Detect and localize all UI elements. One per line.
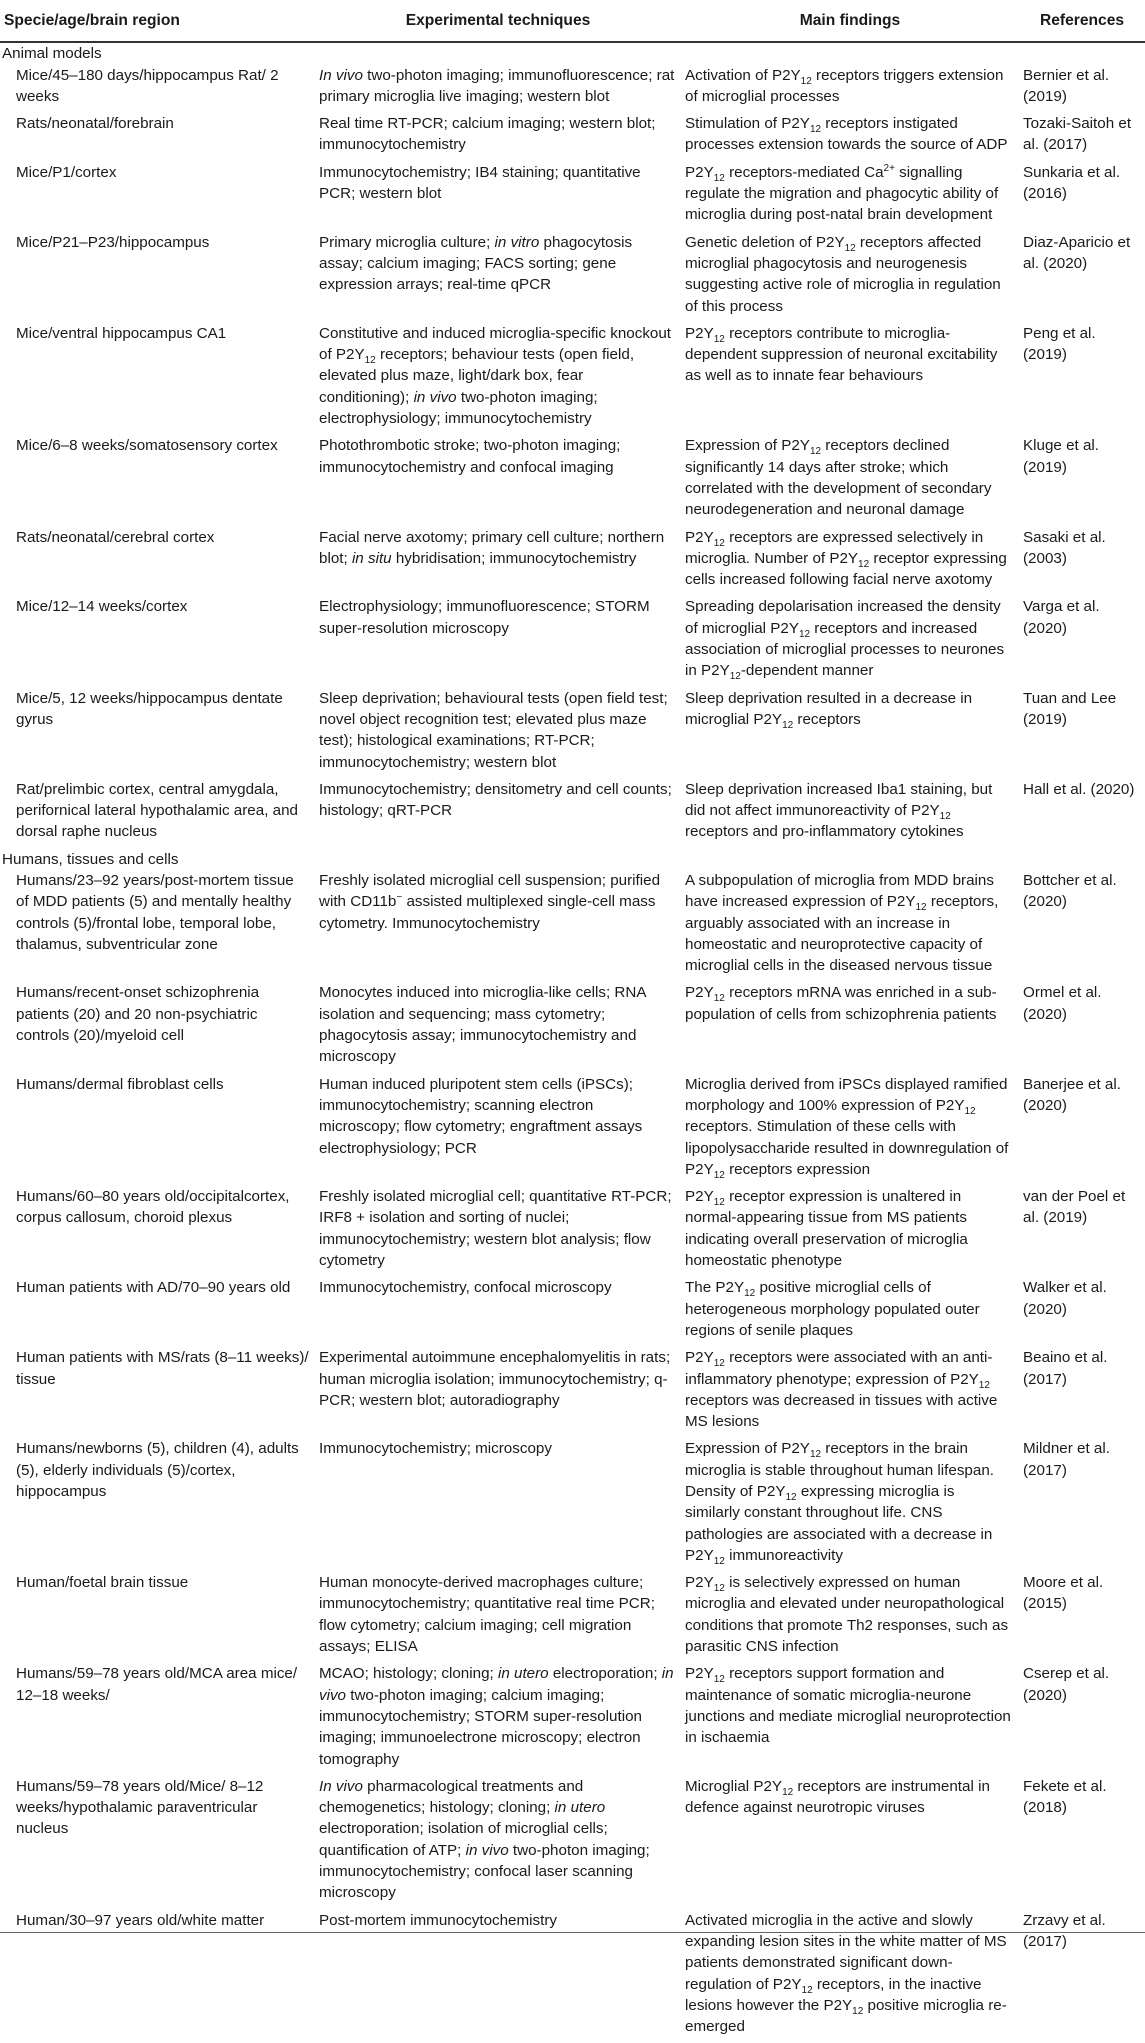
table-row: [0, 232, 1145, 323]
findings-cell: Genetic deletion of $P2Y_{12}$ receptors affected microglial phagocytosis and neurogenesis suggesting active role of microglia in regulation of this process: [685, 233, 1001, 315]
reference-cell: Bottcher et al. (2020): [1023, 871, 1117, 911]
findings-cell: Stimulation of $P2Y_{12}$ receptors instigated processes extension towards the source of ADP: [685, 115, 1008, 154]
table-row: [0, 982, 1145, 1073]
reference-cell: Sunkaria et al. (2016): [1023, 163, 1121, 203]
techniques-cell: Immunocytochemistry; IB4 staining; quantitative PCR; western blot: [319, 163, 641, 203]
table-row: [0, 1776, 1145, 1910]
techniques-cell: Experimental autoimmune encephalomyelitis in rats; human microglia isolation; immunocytochemistry; q-PCR; western blot; autoradiography: [319, 1349, 671, 1409]
findings-cell: Expression of $P2Y_{12}$ receptors in the brain microglia is stable throughout human lifespan. Density of $P2Y_{12}$ expressing microglia is similarly constant throughout life. CNS pathologies are associated with a decrease in $P2Y_{12}$ immunoreactivity: [685, 1440, 994, 1567]
findings-cell: Sleep deprivation resulted in a decrease in microglial $P2Y_{12}$ receptors: [685, 689, 973, 731]
techniques-cell: Immunocytochemistry; microscopy: [319, 1440, 552, 1458]
table-row: [0, 596, 1145, 687]
species-cell: Humans/59–78 years old/Mice/ 8–12 weeks/hypothalamic paraventricular nucleus: [16, 1777, 264, 1838]
table-row: [0, 1663, 1145, 1775]
table-row: [0, 1572, 1145, 1663]
species-cell: Mice/45–180 days/hippocampus Rat/ 2 weeks: [16, 66, 279, 105]
species-cell: Humans/dermal fibroblast cells: [16, 1075, 224, 1093]
reference-cell: Varga et al. (2020): [1023, 598, 1100, 637]
reference-cell: Zrzavy et al. (2017): [1023, 1911, 1106, 1950]
findings-cell: $P2Y_{12}$ receptor expression is unaltered in normal-appearing tissue from MS patients indicating overall preservation of microglia homeostatic phenotype: [685, 1188, 968, 1270]
header-species: Specie/age/brain region: [0, 2, 315, 42]
table-bottom-rule: [0, 1932, 1145, 1933]
table-row: [0, 162, 1145, 232]
species-cell: Rats/neonatal/forebrain: [16, 115, 174, 133]
findings-cell: Expression of $P2Y_{12}$ receptors declined significantly 14 days after stroke; which correlated with the development of secondary neurodegeneration and neuronal damage: [685, 437, 992, 519]
reference-cell: Banerjee et al. (2020): [1023, 1075, 1121, 1114]
findings-table: [0, 2, 1145, 2043]
species-cell: Human patients with AD/70–90 years old: [16, 1279, 291, 1297]
techniques-cell: Monocytes induced into microglia-like cells; RNA isolation and sequencing; mass cytometry; phagocytosis assay; immunocytochemistry and microscopy: [319, 984, 646, 1066]
findings-cell: $P2Y_{12}$ receptors-mediated $Ca^{2+}$ signalling regulate the migration and phagocytic ability of microglia during post-natal brain development: [685, 162, 999, 224]
techniques-cell: Immunocytochemistry, confocal microscopy: [319, 1279, 612, 1297]
table-row: [0, 688, 1145, 779]
species-cell: Humans/recent-onset schizophrenia patients (20) and 20 non-psychiatric controls (20)/myeloid cell: [16, 984, 260, 1045]
reference-cell: Moore et al. (2015): [1023, 1574, 1104, 1613]
table-row: [0, 323, 1145, 435]
reference-cell: Ormel et al. (2020): [1023, 984, 1102, 1023]
reference-cell: Cserep et al. (2020): [1023, 1665, 1110, 1704]
findings-cell: Activation of $P2Y_{12}$ receptors triggers extension of microglial processes: [685, 66, 1004, 105]
reference-cell: van der Poel et al. (2019): [1023, 1188, 1126, 1227]
section-title: Animal models: [2, 45, 102, 63]
species-cell: Humans/59–78 years old/MCA area mice/ 12–18 weeks/: [16, 1665, 298, 1704]
reference-cell: Hall et al. (2020): [1023, 780, 1135, 798]
header-techniques: Experimental techniques: [315, 2, 681, 42]
findings-cell: $P2Y_{12}$ is selectively expressed on human microglia and elevated under neuropathological conditions that promote Th2 responses, such as parasitic CNS infection: [685, 1574, 1009, 1656]
reference-cell: Beaino et al. (2017): [1023, 1349, 1108, 1388]
techniques-cell: Freshly isolated microglial cell; quantitative RT-PCR; IRF8 + isolation and sorting of nuclei; immunocytochemistry; western blot analysis; flow cytometry: [319, 1188, 672, 1270]
findings-cell: Microglia derived from iPSCs displayed ramified morphology and 100% expression of $P2Y_{12}$ receptors. Stimulation of these cells with lipopolysaccharide resulted in downregulation of $P2Y_{12}$ receptors expression: [685, 1075, 1009, 1181]
section-title: Humans, tissues and cells: [2, 850, 179, 868]
techniques-cell: Human induced pluripotent stem cells (iPSCs); immunocytochemistry; scanning electron microscopy; flow cytometry; engraftment assays electrophysiology; PCR: [319, 1075, 643, 1157]
header-row: [0, 2, 1145, 42]
techniques-cell: Electrophysiology; immunofluorescence; STORM super-resolution microscopy: [319, 598, 650, 637]
techniques-cell: Immunocytochemistry; densitometry and cell counts; histology; qRT-PCR: [319, 780, 672, 820]
reference-cell: Peng et al. (2019): [1023, 324, 1096, 364]
techniques-cell: In vivo two-photon imaging; immunofluorescence; rat primary microglia live imaging; western blot: [319, 66, 675, 105]
techniques-cell: Constitutive and induced microglia-specific knockout of $P2Y_{12}$ receptors; behaviour tests (open field, elevated plus maze, light/dark box, fear conditioning); in vivo two-photon imaging; electrophysiology; immunocytochemistry: [319, 324, 672, 428]
techniques-cell: Primary microglia culture; in vitro phagocytosis assay; calcium imaging; FACS sorting; gene expression arrays; real-time qPCR: [319, 233, 633, 294]
reference-cell: Sasaki et al. (2003): [1023, 528, 1106, 567]
species-cell: Mice/6–8 weeks/somatosensory cortex: [16, 437, 278, 455]
species-cell: Mice/ventral hippocampus CA1: [16, 324, 227, 342]
species-cell: Mice/P21–P23/hippocampus: [16, 233, 210, 251]
techniques-cell: In vivo pharmacological treatments and chemogenetics; histology; cloning; in utero electroporation; isolation of microglial cells; quantification of ATP; in vivo two-photon imaging; immunocytochemistry; confocal laser scanning microscopy: [319, 1777, 650, 1902]
table-row: [0, 1074, 1145, 1186]
species-cell: Mice/12–14 weeks/cortex: [16, 598, 188, 616]
techniques-cell: Photothrombotic stroke; two-photon imaging; immunocytochemistry and confocal imaging: [319, 437, 621, 476]
table-row: [0, 1347, 1145, 1438]
findings-cell: Microglial $P2Y_{12}$ receptors are instrumental in defence against neurotropic viruses: [685, 1777, 990, 1817]
table-row: [0, 65, 1145, 114]
techniques-cell: Real time RT-PCR; calcium imaging; western blot; immunocytochemistry: [319, 115, 656, 154]
findings-cell: Activated microglia in the active and slowly expanding lesion sites in the white matter of MS patients demonstrated significant down-regulation of $P2Y_{12}$ receptors, in the inactive lesions however the $P2Y_{12}$ positive microglia re-emerged: [685, 1911, 1007, 2036]
findings-cell: $P2Y_{12}$ receptors are expressed selectively in microglia. Number of $P2Y_{12}$ receptor expressing cells increased following facial nerve axotomy: [685, 528, 1007, 589]
table-body: [0, 42, 1145, 2043]
techniques-cell: MCAO; histology; cloning; in utero electroporation; in vivo two-photon imaging; calcium imaging; immunocytochemistry; STORM super-resolution imaging; immunoelectrone microscopy; electron tomography: [319, 1665, 674, 1768]
species-cell: Humans/60–80 years old/occipitalcortex, corpus callosum, choroid plexus: [16, 1188, 290, 1227]
findings-cell: Sleep deprivation increased Iba1 staining, but did not affect immunoreactivity of $P2Y_{12}$ receptors and pro-inflammatory cytokines: [685, 780, 993, 841]
findings-cell: A subpopulation of microglia from MDD brains have increased expression of $P2Y_{12}$ receptors, arguably associated with an increase in homeostatic and neuroprotective capacity of microglial cells in the diseased nervous tissue: [685, 871, 999, 975]
reference-cell: Walker et al. (2020): [1023, 1279, 1107, 1318]
table-row: [0, 527, 1145, 597]
techniques-cell: Sleep deprivation; behavioural tests (open field test; novel object recognition test; elevated plus maze test); histological examinations; RT-PCR; immunocytochemistry; western blot: [319, 689, 668, 771]
table-row: [0, 779, 1145, 849]
techniques-cell: Human monocyte-derived macrophages culture; immunocytochemistry; quantitative real time PCR; flow cytometry; calcium imaging; cell migration assays; ELISA: [319, 1574, 655, 1656]
findings-cell: $P2Y_{12}$ receptors were associated with an anti-inflammatory phenotype; expression of $P2Y_{12}$ receptors was decreased in tissues with active MS lesions: [685, 1349, 998, 1431]
findings-cell: The $P2Y_{12}$ positive microglial cells of heterogeneous morphology populated outer regions of senile plaques: [685, 1279, 980, 1339]
techniques-cell: Freshly isolated microglial cell suspension; purified with CD11b− assisted multiplexed single-cell mass cytometry. Immunocytochemistry: [319, 871, 661, 932]
table-row: [0, 1277, 1145, 1347]
reference-cell: Fekete et al. (2018): [1023, 1777, 1107, 1817]
techniques-cell: Facial nerve axotomy; primary cell culture; northern blot; in situ hybridisation; immunocytochemistry: [319, 528, 665, 567]
species-cell: Mice/5, 12 weeks/hippocampus dentate gyrus: [16, 689, 283, 728]
species-cell: Humans/newborns (5), children (4), adults (5), elderly individuals (5)/cortex, hippocampus: [16, 1440, 299, 1500]
reference-cell: Diaz-Aparicio et al. (2020): [1023, 233, 1131, 272]
species-cell: Human/foetal brain tissue: [16, 1574, 189, 1592]
species-cell: Humans/23–92 years/post-mortem tissue of MDD patients (5) and mentally healthy controls (5)/frontal lobe, temporal lobe, thalamus, subventricular zone: [16, 871, 294, 953]
table-row: [0, 1186, 1145, 1277]
findings-cell: $P2Y_{12}$ receptors contribute to microglia-dependent suppression of neuronal excitability as well as to innate fear behaviours: [685, 324, 998, 385]
reference-cell: Bernier et al. (2019): [1023, 66, 1110, 105]
header-references: References: [1019, 2, 1145, 42]
section-row: [0, 42, 1145, 64]
table-row: [0, 435, 1145, 526]
reference-cell: Kluge et al. (2019): [1023, 437, 1099, 476]
section-row: [0, 849, 1145, 870]
table-header: [0, 2, 1145, 42]
findings-cell: $P2Y_{12}$ receptors support formation and maintenance of somatic microglia-neurone junctions and mediate microglial neuroprotection in ischaemia: [685, 1665, 1011, 1747]
species-cell: Human patients with MS/rats (8–11 weeks)/ tissue: [16, 1349, 309, 1388]
species-cell: Human/30–97 years old/white matter: [16, 1911, 265, 1929]
findings-cell: $P2Y_{12}$ receptors mRNA was enriched in a sub-population of cells from schizophrenia patients: [685, 984, 997, 1023]
reference-cell: Tuan and Lee (2019): [1023, 689, 1117, 728]
table-row: [0, 113, 1145, 162]
header-findings: Main findings: [681, 2, 1019, 42]
reference-cell: Mildner et al. (2017): [1023, 1440, 1110, 1479]
findings-cell: Spreading depolarisation increased the density of microglial $P2Y_{12}$ receptors and increased association of microglial processes to neurones in $P2Y_{12}$-dependent manner: [685, 598, 1005, 683]
species-cell: Rat/prelimbic cortex, central amygdala, perifornical lateral hypothalamic area, and dorsal raphe nucleus: [16, 780, 298, 841]
species-cell: Rats/neonatal/cerebral cortex: [16, 528, 215, 546]
table-row: [0, 1438, 1145, 1572]
species-cell: Mice/P1/cortex: [16, 163, 117, 181]
table-row: [0, 870, 1145, 982]
table-row: [0, 1910, 1145, 2043]
techniques-cell: Post-mortem immunocytochemistry: [319, 1911, 557, 1929]
reference-cell: Tozaki-Saitoh et al. (2017): [1023, 115, 1132, 154]
